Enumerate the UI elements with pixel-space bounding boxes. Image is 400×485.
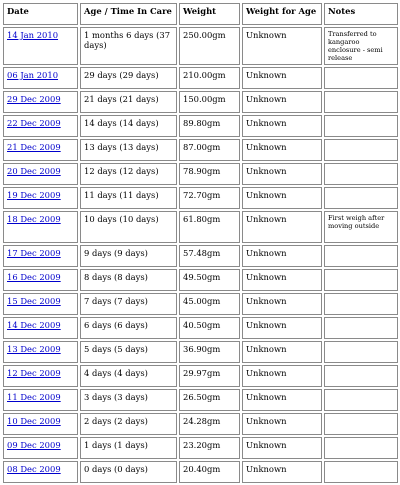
- date-cell: [3, 269, 78, 291]
- age-cell: 12 days (12 days): [80, 163, 177, 185]
- weight-for-age-cell: Unknown: [242, 437, 322, 459]
- table-row: [3, 139, 398, 161]
- weight-cell: 24.28gm: [179, 413, 240, 435]
- table-row: [3, 67, 398, 89]
- date-link[interactable]: 06 Jan 2010: [7, 70, 59, 80]
- age-cell: 21 days (21 days): [80, 91, 177, 113]
- date-link[interactable]: 14 Jan 2010: [7, 30, 59, 40]
- weight-log-table: [1, 1, 400, 485]
- age-cell: 11 days (11 days): [80, 187, 177, 209]
- weight-for-age-cell: Unknown: [242, 389, 322, 411]
- weight-cell: 87.00gm: [179, 139, 240, 161]
- date-cell: [3, 115, 78, 137]
- weight-cell: 250.00gm: [179, 27, 240, 65]
- age-cell: 0 days (0 days): [80, 461, 177, 483]
- date-cell: [3, 163, 78, 185]
- table-row: [3, 341, 398, 363]
- weight-cell: 36.90gm: [179, 341, 240, 363]
- weight-cell: 26.50gm: [179, 389, 240, 411]
- date-link[interactable]: 22 Dec 2009: [7, 118, 61, 128]
- table-row: [3, 115, 398, 137]
- date-cell: [3, 245, 78, 267]
- header-row: [3, 3, 398, 25]
- notes-cell: [324, 341, 398, 363]
- weight-for-age-cell: Unknown: [242, 293, 322, 315]
- weight-for-age-cell: Unknown: [242, 341, 322, 363]
- age-cell: 5 days (5 days): [80, 341, 177, 363]
- date-link[interactable]: 20 Dec 2009: [7, 166, 61, 176]
- notes-cell: First weigh after moving outside: [324, 211, 398, 243]
- age-cell: 2 days (2 days): [80, 413, 177, 435]
- date-link[interactable]: 21 Dec 2009: [7, 142, 61, 152]
- table-row: [3, 27, 398, 65]
- weight-for-age-cell: Unknown: [242, 413, 322, 435]
- date-cell: [3, 317, 78, 339]
- notes-cell: [324, 389, 398, 411]
- header-weight: Weight: [179, 3, 240, 25]
- date-link[interactable]: 10 Dec 2009: [7, 416, 61, 426]
- header-age: Age / Time In Care: [80, 3, 177, 25]
- weight-for-age-cell: Unknown: [242, 317, 322, 339]
- age-cell: 13 days (13 days): [80, 139, 177, 161]
- age-cell: 8 days (8 days): [80, 269, 177, 291]
- date-cell: [3, 341, 78, 363]
- date-cell: [3, 293, 78, 315]
- weight-cell: 45.00gm: [179, 293, 240, 315]
- weight-log-container: [1, 1, 400, 485]
- table-row: [3, 187, 398, 209]
- date-link[interactable]: 12 Dec 2009: [7, 368, 61, 378]
- notes-cell: [324, 115, 398, 137]
- weight-for-age-cell: Unknown: [242, 461, 322, 483]
- table-row: [3, 461, 398, 483]
- age-cell: 7 days (7 days): [80, 293, 177, 315]
- date-cell: [3, 91, 78, 113]
- notes-cell: [324, 413, 398, 435]
- weight-cell: 40.50gm: [179, 317, 240, 339]
- table-row: [3, 293, 398, 315]
- date-link[interactable]: 11 Dec 2009: [7, 392, 61, 402]
- date-link[interactable]: 15 Dec 2009: [7, 296, 61, 306]
- age-cell: 29 days (29 days): [80, 67, 177, 89]
- age-cell: 10 days (10 days): [80, 211, 177, 243]
- date-link[interactable]: 13 Dec 2009: [7, 344, 61, 354]
- table-row: [3, 269, 398, 291]
- notes-cell: [324, 139, 398, 161]
- table-row: [3, 365, 398, 387]
- weight-for-age-cell: Unknown: [242, 269, 322, 291]
- weight-cell: 150.00gm: [179, 91, 240, 113]
- weight-for-age-cell: Unknown: [242, 365, 322, 387]
- weight-cell: 57.48gm: [179, 245, 240, 267]
- table-row: [3, 317, 398, 339]
- notes-cell: [324, 91, 398, 113]
- table-row: [3, 389, 398, 411]
- date-cell: [3, 389, 78, 411]
- date-link[interactable]: 14 Dec 2009: [7, 320, 61, 330]
- notes-cell: [324, 317, 398, 339]
- header-weight-for-age: Weight for Age: [242, 3, 322, 25]
- weight-cell: 49.50gm: [179, 269, 240, 291]
- weight-for-age-cell: Unknown: [242, 139, 322, 161]
- date-link[interactable]: 09 Dec 2009: [7, 440, 61, 450]
- date-cell: [3, 67, 78, 89]
- age-cell: 9 days (9 days): [80, 245, 177, 267]
- notes-cell: [324, 437, 398, 459]
- weight-for-age-cell: Unknown: [242, 91, 322, 113]
- notes-cell: [324, 461, 398, 483]
- weight-cell: 72.70gm: [179, 187, 240, 209]
- weight-cell: 89.80gm: [179, 115, 240, 137]
- weight-for-age-cell: Unknown: [242, 211, 322, 243]
- date-cell: [3, 437, 78, 459]
- notes-cell: [324, 187, 398, 209]
- weight-cell: 61.80gm: [179, 211, 240, 243]
- table-row: [3, 437, 398, 459]
- weight-for-age-cell: Unknown: [242, 245, 322, 267]
- notes-cell: [324, 163, 398, 185]
- age-cell: 14 days (14 days): [80, 115, 177, 137]
- weight-for-age-cell: Unknown: [242, 163, 322, 185]
- date-cell: [3, 211, 78, 243]
- weight-cell: 20.40gm: [179, 461, 240, 483]
- date-cell: [3, 187, 78, 209]
- weight-for-age-cell: Unknown: [242, 67, 322, 89]
- notes-cell: [324, 67, 398, 89]
- date-link[interactable]: 17 Dec 2009: [7, 248, 61, 258]
- weight-for-age-cell: Unknown: [242, 115, 322, 137]
- weight-for-age-cell: Unknown: [242, 187, 322, 209]
- date-cell: [3, 27, 78, 65]
- date-cell: [3, 461, 78, 483]
- age-cell: 3 days (3 days): [80, 389, 177, 411]
- weight-cell: 78.90gm: [179, 163, 240, 185]
- age-cell: 4 days (4 days): [80, 365, 177, 387]
- weight-for-age-cell: Unknown: [242, 27, 322, 65]
- weight-cell: 210.00gm: [179, 67, 240, 89]
- date-link[interactable]: 08 Dec 2009: [7, 464, 61, 474]
- header-date: Date: [3, 3, 78, 25]
- notes-cell: [324, 293, 398, 315]
- date-cell: [3, 413, 78, 435]
- age-cell: 1 days (1 days): [80, 437, 177, 459]
- date-cell: [3, 139, 78, 161]
- date-cell: [3, 365, 78, 387]
- age-cell: 1 months 6 days (37 days): [80, 27, 177, 65]
- age-cell: 6 days (6 days): [80, 317, 177, 339]
- table-row: [3, 211, 398, 243]
- notes-cell: Transferred to kangaroo enclosure - semi release: [324, 27, 398, 65]
- table-row: [3, 91, 398, 113]
- notes-cell: [324, 245, 398, 267]
- date-link[interactable]: 29 Dec 2009: [7, 94, 61, 104]
- table-row: [3, 163, 398, 185]
- date-link[interactable]: 16 Dec 2009: [7, 272, 61, 282]
- weight-cell: 23.20gm: [179, 437, 240, 459]
- table-row: [3, 245, 398, 267]
- header-notes: Notes: [324, 3, 398, 25]
- date-link[interactable]: 18 Dec 2009: [7, 214, 61, 224]
- table-row: [3, 413, 398, 435]
- notes-cell: [324, 365, 398, 387]
- date-link[interactable]: 19 Dec 2009: [7, 190, 61, 200]
- notes-cell: [324, 269, 398, 291]
- weight-cell: 29.97gm: [179, 365, 240, 387]
